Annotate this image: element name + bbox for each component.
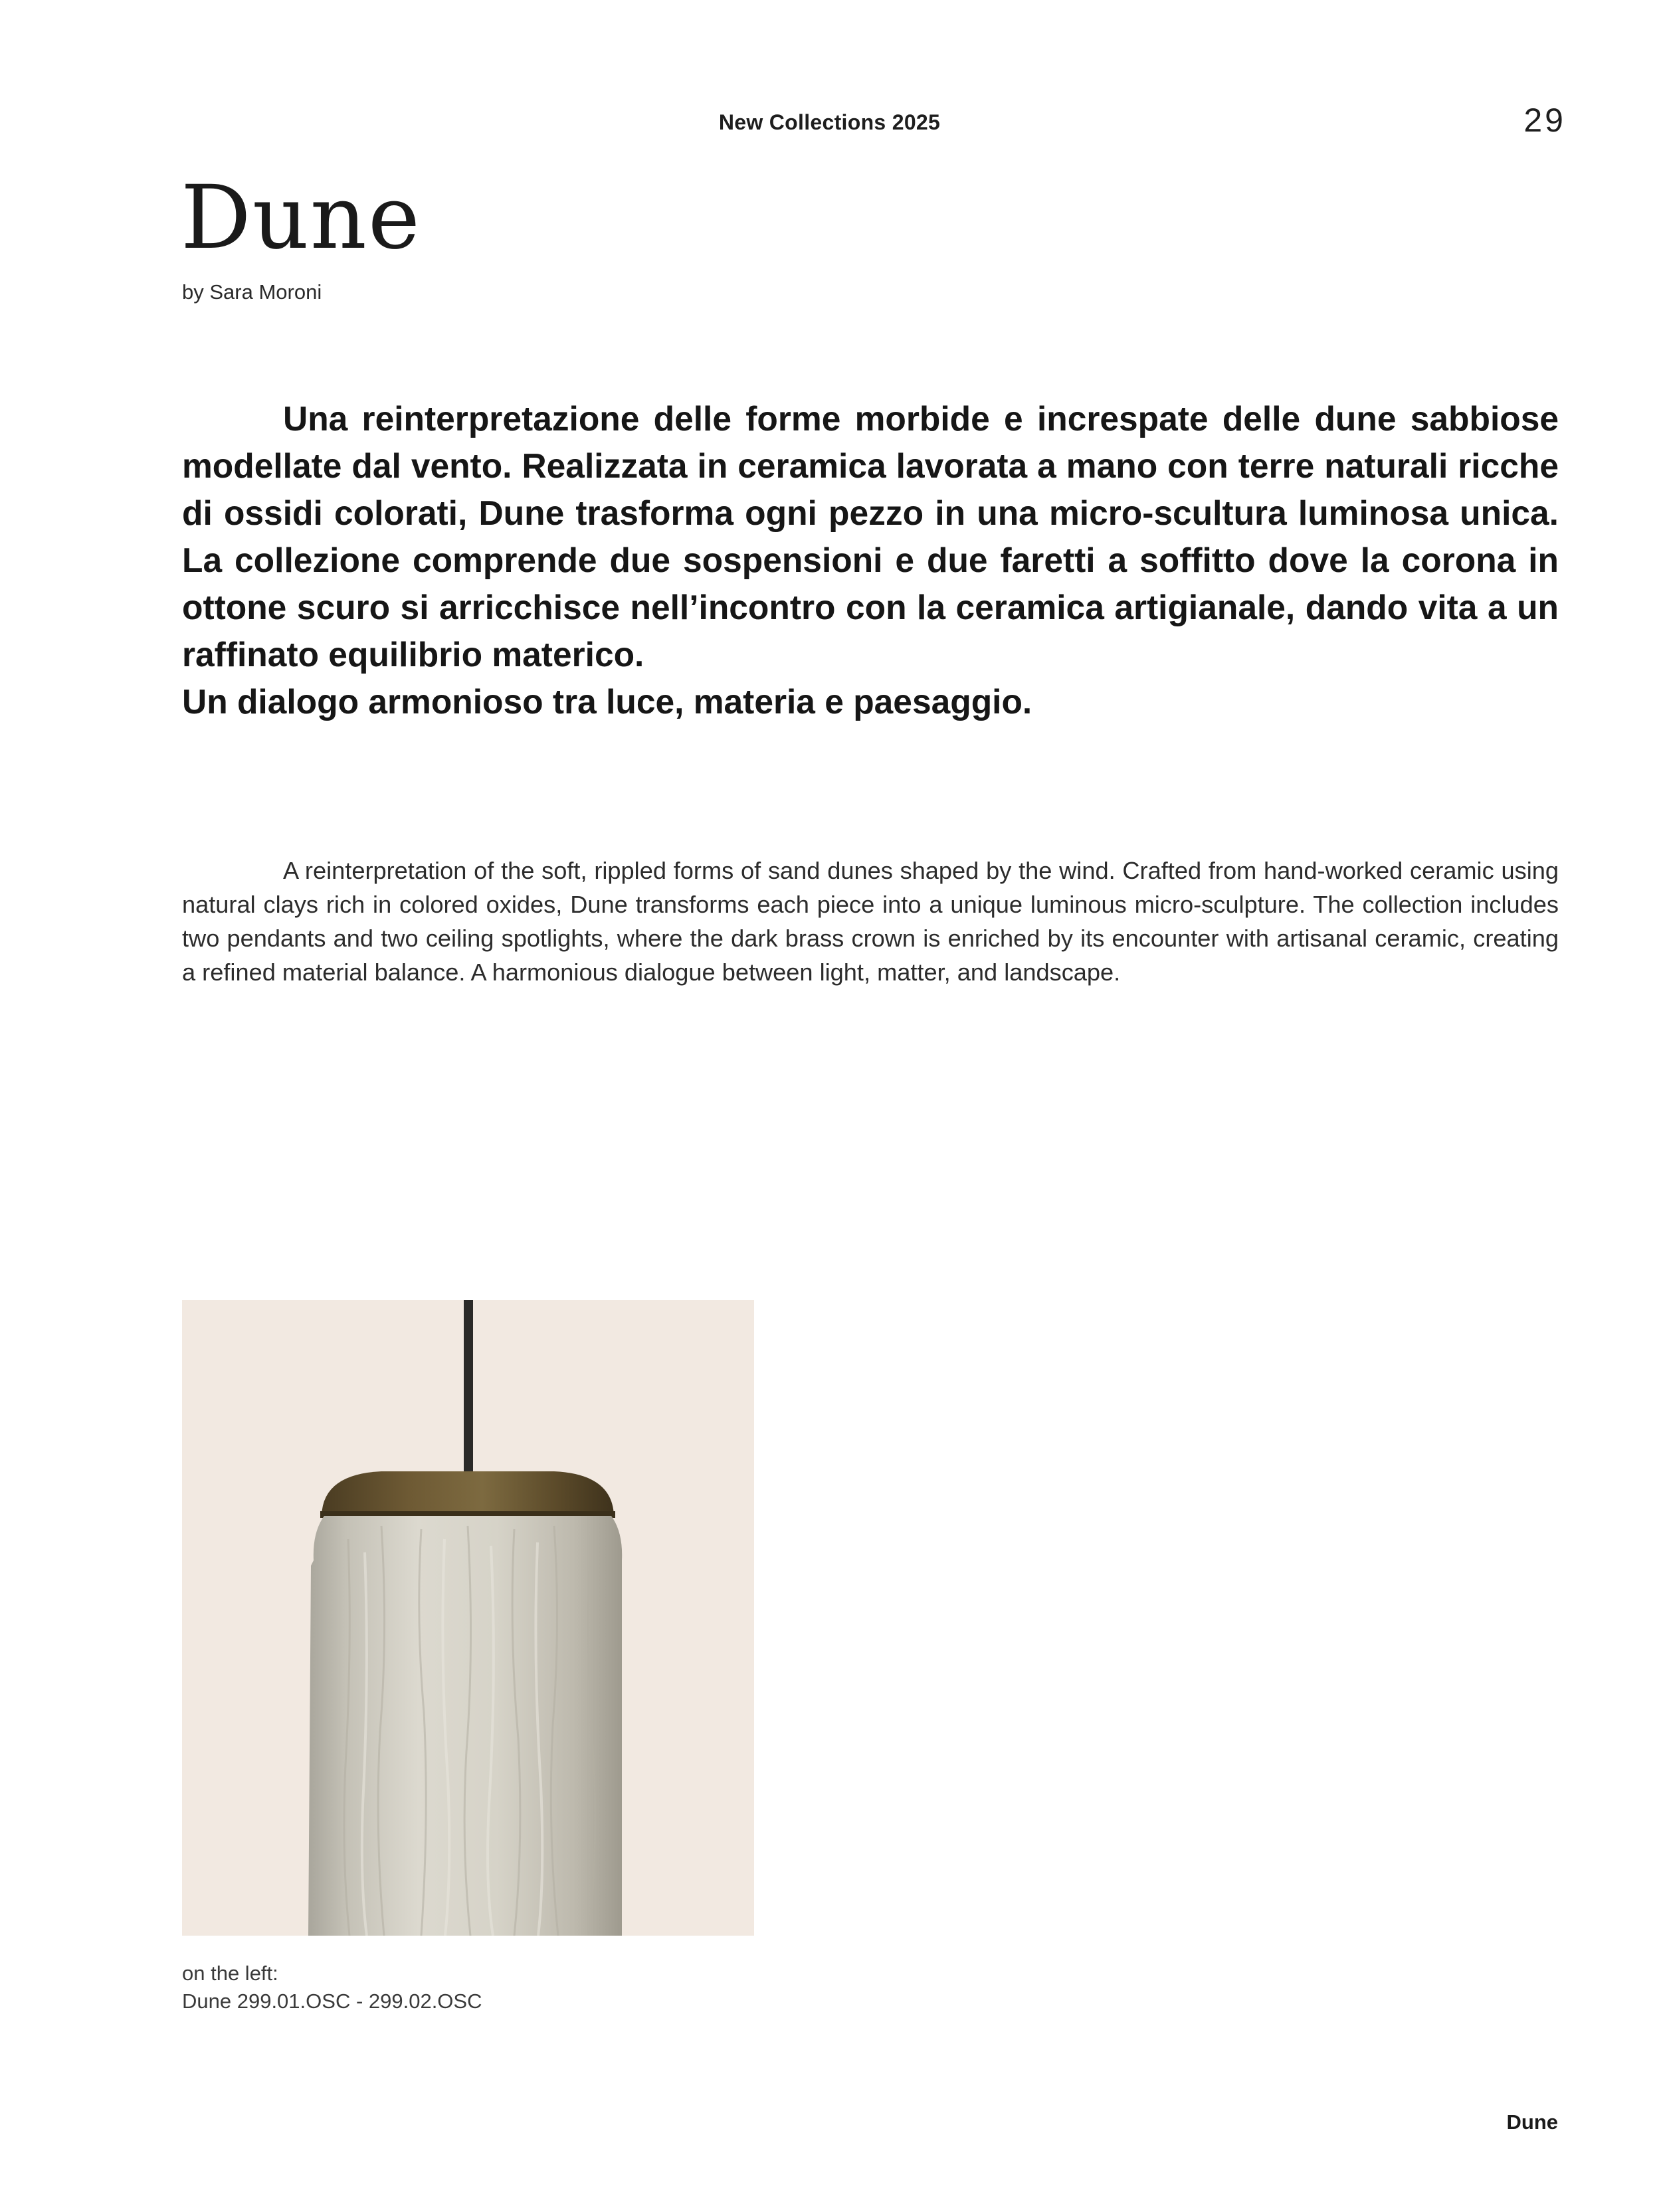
dune-pendant-lamp-illustration [182, 1300, 754, 1936]
english-description [182, 854, 1559, 989]
lamp-stem [464, 1300, 473, 1471]
english-paragraph-text: A reinterpretation of the soft, rippled forms of sand dunes shaped by the wind. Crafted from hand-worked ceramic using natural clays rich in colored oxides, Dune transforms each piece into a unique luminous micro-sculpture. The collection includes two pendants and two ceiling spotlights, where the dark brass crown is enriched by its encounter with artisanal ceramic, creating a refined material balance. A harmonious dialogue between light, matter, and landscape. [182, 857, 1559, 986]
italian-description [182, 395, 1559, 725]
italian-closing-line: Un dialogo armonioso tra luce, materia e paesaggio. [182, 682, 1032, 721]
footer-section-label: Dune [1506, 2110, 1558, 2134]
page-number: 29 [1523, 102, 1566, 139]
caption-line-1: on the left: [182, 1962, 278, 1985]
brass-crown [322, 1471, 614, 1516]
author-byline: by Sara Moroni [182, 280, 322, 304]
page-title: Dune [181, 167, 421, 269]
product-photo [182, 1300, 754, 1936]
running-title: New Collections 2025 [718, 110, 941, 134]
italian-paragraph-text: Una reinterpretazione delle forme morbide e increspate delle dune sabbiose modellate dal vento. Realizzata in ceramica lavorata a mano con terre naturali ricche di ossidi colorati, Dune trasforma ogni pezzo in una micro-scultura luminosa unica. La collezione comprende due sospensioni e due faretti a soffitto dove la corona in ottone scuro si arricchisce nell’incontro con la ceramica artigianale, dando vita a un raffinato equilibrio materico. [182, 399, 1559, 674]
figure-caption [182, 1960, 482, 2015]
italian-paragraph [182, 395, 1559, 678]
caption-line-2: Dune 299.01.OSC - 299.02.OSC [182, 1989, 482, 2013]
